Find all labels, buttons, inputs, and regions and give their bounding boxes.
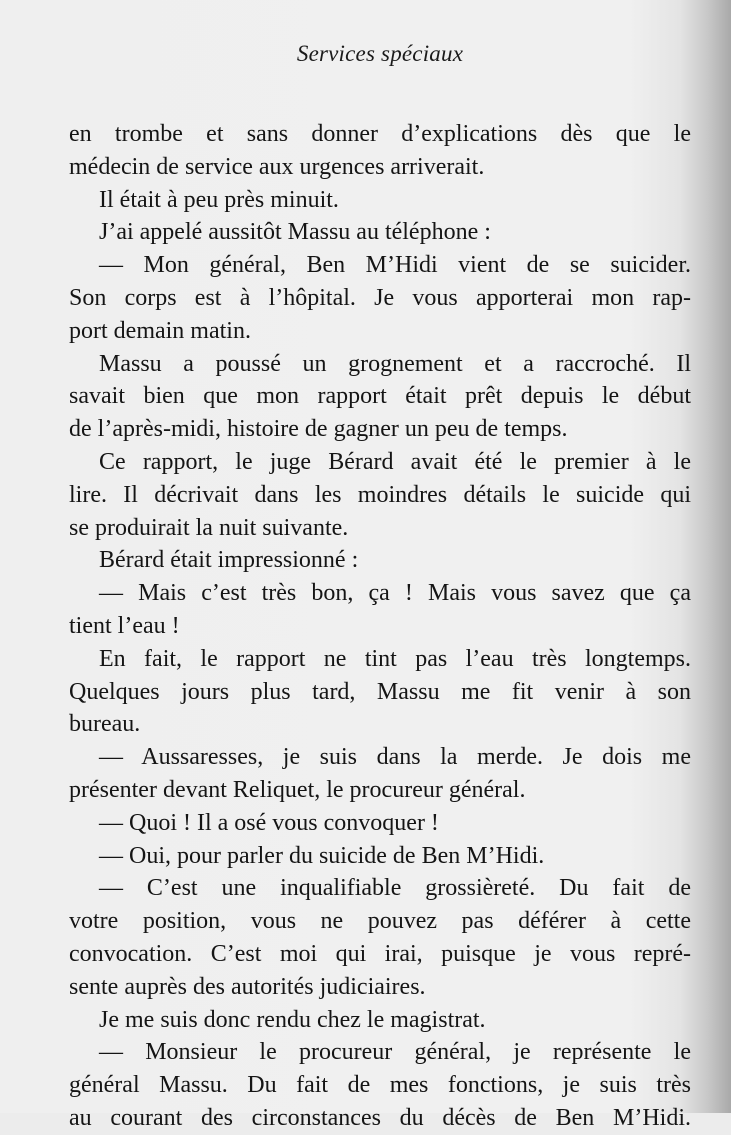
text-line: port demain matin. xyxy=(69,317,251,344)
text-line: En fait, le rapport ne tint pas l’eau très longtemps. xyxy=(99,645,691,672)
text-line: Son corps est à l’hôpital. Je vous apporterai mon rap- xyxy=(69,284,691,311)
text-line: présenter devant Reliquet, le procureur général. xyxy=(69,776,526,803)
text-line: — Monsieur le procureur général, je représente le xyxy=(99,1039,691,1066)
text-line: savait bien que mon rapport était prêt depuis le début xyxy=(69,383,691,410)
text-line: lire. Il décrivait dans les moindres détails le suicide qui xyxy=(69,481,691,508)
text-line: de l’après-midi, histoire de gagner un peu de temps. xyxy=(69,416,568,443)
text-line: se produirait la nuit suivante. xyxy=(69,514,349,541)
text-line: Ce rapport, le juge Bérard avait été le premier à le xyxy=(99,448,691,475)
text-line: — Mon général, Ben M’Hidi vient de se suicider. xyxy=(99,252,691,279)
text-line: — C’est une inqualifiable grossièreté. Du fait de xyxy=(99,875,691,902)
body-text xyxy=(69,118,691,1135)
text-line: bureau. xyxy=(69,711,141,738)
text-line: sente auprès des autorités judiciaires. xyxy=(69,973,426,1000)
text-line: général Massu. Du fait de mes fonctions, je suis très xyxy=(69,1072,691,1099)
text-line: convocation. C’est moi qui irai, puisque je vous repré- xyxy=(69,940,691,967)
text-line: — Aussaresses, je suis dans la merde. Je dois me xyxy=(99,744,691,771)
text-line: en trombe et sans donner d’explications dès que le xyxy=(69,121,691,147)
text-line: tient l’eau ! xyxy=(69,612,180,639)
text-line: Massu a poussé un grognement et a raccroché. Il xyxy=(99,350,691,377)
text-line: — Oui, pour parler du suicide de Ben M’Hidi. xyxy=(99,842,545,869)
text-line: médecin de service aux urgences arriverait. xyxy=(69,153,485,180)
text-line: Il était à peu près minuit. xyxy=(99,186,339,213)
text-line: au courant des circonstances du décès de Ben M’Hidi. xyxy=(69,1104,691,1131)
text-line: Je me suis donc rendu chez le magistrat. xyxy=(99,1006,486,1033)
text-line: votre position, vous ne pouvez pas déférer à cette xyxy=(69,908,691,935)
text-line: J’ai appelé aussitôt Massu au téléphone : xyxy=(99,219,491,246)
text-line: Quelques jours plus tard, Massu me fit venir à son xyxy=(69,678,691,705)
text-line: — Mais c’est très bon, ça ! Mais vous savez que ça xyxy=(99,580,691,607)
running-head: Services spéciaux xyxy=(296,41,464,66)
text-line: — Quoi ! Il a osé vous convoquer ! xyxy=(99,809,439,836)
text-line: Bérard était impressionné : xyxy=(99,547,359,574)
